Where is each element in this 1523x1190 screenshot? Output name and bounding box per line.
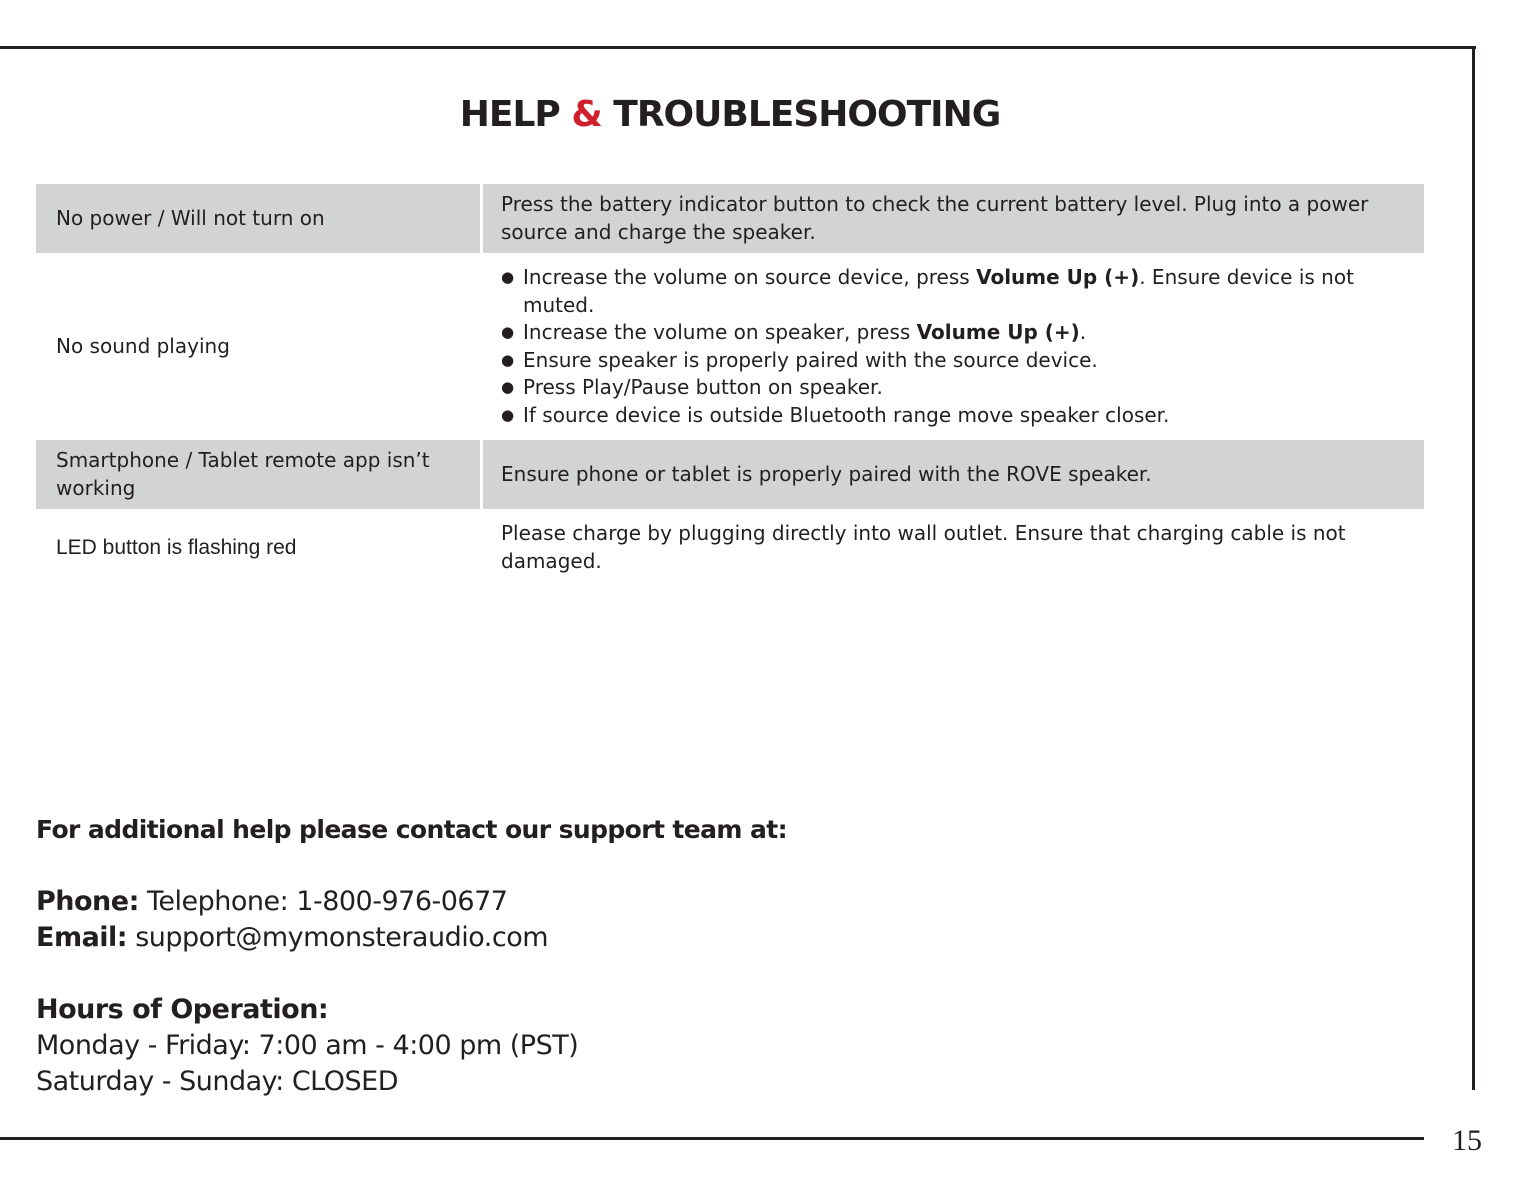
- table-row: [36, 512, 1424, 584]
- bottom-border-line: [0, 1137, 1424, 1140]
- solution-cell: Ensure phone or tablet is properly paired with the ROVE speaker.: [483, 440, 1424, 509]
- hours-heading: Hours of Operation:: [36, 994, 329, 1025]
- bullet-bold-text: Volume Up (+): [916, 320, 1080, 344]
- title-part-help: HELP: [459, 94, 572, 135]
- bullet-text: Ensure speaker is properly paired with the source device.: [523, 347, 1098, 372]
- phone-line: [36, 884, 1036, 920]
- table-row: [36, 184, 1424, 253]
- problem-cell: Smartphone / Tablet remote app isn’t working: [36, 440, 480, 509]
- page-number: 15: [1452, 1124, 1482, 1157]
- right-border-line: [1472, 46, 1475, 1090]
- list-item: [501, 319, 1412, 347]
- bullet-bold-text: Volume Up (+): [976, 265, 1140, 289]
- problem-cell: No power / Will not turn on: [36, 184, 480, 253]
- contact-section: [36, 812, 1036, 1100]
- bullet-text: If source device is outside Bluetooth range move speaker closer.: [523, 402, 1170, 427]
- list-item: [501, 347, 1412, 375]
- phone-label: Phone:: [36, 886, 139, 917]
- bullet-text: .: [1079, 320, 1087, 344]
- list-item: [501, 374, 1412, 402]
- title-part-troubleshooting: TROUBLESHOOTING: [601, 94, 1001, 135]
- solution-cell: [483, 256, 1424, 437]
- solution-cell: Press the battery indicator button to check the current battery level. Plug into a power source and charge the speaker.: [483, 184, 1424, 253]
- problem-cell: LED button is flashing red: [56, 536, 297, 559]
- bullet-text: Increase the volume on source device, press: [523, 265, 977, 289]
- solution-cell: Please charge by plugging directly into wall outlet. Ensure that charging cable is not damaged.: [501, 521, 1346, 573]
- bullet-text: Increase the volume on speaker, press: [523, 320, 917, 344]
- top-border-line: [0, 46, 1476, 49]
- table-row: [36, 440, 1424, 509]
- email-line: [36, 920, 1036, 956]
- contact-heading: For additional help please contact our support team at:: [36, 815, 787, 844]
- phone-number: Telephone: 1-800-976-0677: [138, 886, 508, 917]
- table-row: [36, 256, 1424, 437]
- bullet-text: . Ensure device is not muted.: [523, 265, 1354, 317]
- hours-weekday: Monday - Friday: 7:00 am - 4:00 pm (PST): [36, 1030, 579, 1061]
- hours-weekend: Saturday - Sunday: CLOSED: [36, 1066, 398, 1097]
- problem-cell: No sound playing: [56, 333, 230, 358]
- email-address: support@mymonsteraudio.com: [127, 922, 549, 953]
- list-item: [501, 264, 1412, 319]
- page-title: [0, 94, 1460, 135]
- email-label: Email:: [36, 922, 128, 953]
- troubleshooting-table: [36, 184, 1424, 587]
- bullet-text: Press Play/Pause button on speaker.: [523, 375, 883, 399]
- title-ampersand: &: [571, 94, 602, 135]
- list-item: [501, 402, 1412, 430]
- solution-bullet-list: [501, 264, 1412, 429]
